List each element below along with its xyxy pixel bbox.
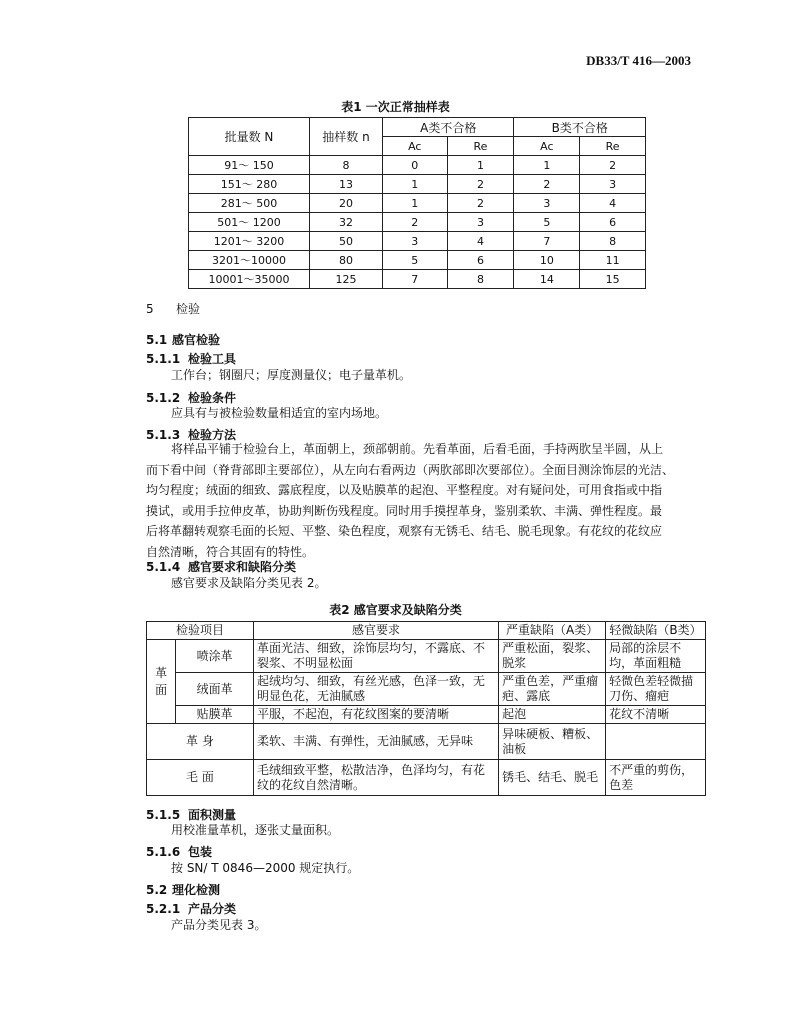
minor-defect-cell: 不严重的剪伤，色差 [606, 760, 706, 796]
b-re-cell: 4 [580, 194, 646, 213]
sensory-requirements-table [146, 621, 706, 796]
col-b-re: Re [580, 137, 646, 156]
paragraph-line: 摸试，或用手拉伸皮革，协助判断伤残程度。同时用手摸捏革身，鉴别柔软、丰满、弹性程度。最 [146, 503, 663, 518]
lot-size-cell: 10001～35000 [189, 270, 310, 289]
lot-size-cell: 1201～ 3200 [189, 232, 310, 251]
minor-defect-cell: 轻微色差轻微描刀伤、瘤疤 [606, 673, 706, 706]
col-sensory-requirement: 感官要求 [253, 622, 498, 640]
b-re-cell: 11 [580, 251, 646, 270]
section-5-2-1-text: 产品分类见表 3。 [171, 918, 267, 932]
paragraph-line: 自然清晰，符合其固有的特性。 [146, 544, 315, 559]
requirement-cell: 起绒均匀、细致，有丝光感，色泽一致，无明显色花，无油腻感 [253, 673, 498, 706]
a-ac-cell: 7 [383, 270, 448, 289]
sub-item: 贴膜革 [176, 706, 254, 724]
b-ac-cell: 7 [514, 232, 580, 251]
group-grain-surface: 革面 [147, 640, 176, 724]
section-5-1-4-text: 感官要求及缺陷分类见表 2。 [171, 576, 327, 590]
paragraph-line: 后将革翻转观察毛面的长短、平整、染色程度，观察有无锈毛、结毛、脱毛现象。有花纹的花纹应 [146, 524, 663, 538]
a-re-cell: 2 [447, 175, 514, 194]
section-5-1-1-text: 工作台；钢圈尺；厚度测量仪；电子量革机。 [171, 368, 412, 382]
requirement-cell: 毛绒细致平整，松散洁净，色泽均匀，有花纹的花纹自然清晰。 [253, 760, 498, 796]
col-minor-defect: 轻微缺陷（B类） [606, 622, 706, 640]
sample-size-cell: 80 [310, 251, 383, 270]
a-re-cell: 6 [447, 251, 514, 270]
sample-size-cell: 50 [310, 232, 383, 251]
col-inspection-item: 检验项目 [147, 622, 254, 640]
section-5-1-3-heading: 5.1.3 检验方法 [146, 428, 237, 442]
table1-caption: 表1 一次正常抽样表 [341, 100, 450, 114]
a-ac-cell: 0 [383, 156, 448, 175]
a-re-cell: 1 [447, 156, 514, 175]
sample-size-cell: 32 [310, 213, 383, 232]
sample-size-cell: 125 [310, 270, 383, 289]
a-re-cell: 4 [447, 232, 514, 251]
section-5-1-1-heading: 5.1.1 检验工具 [146, 352, 237, 366]
col-class-a: A类不合格 [383, 118, 514, 137]
lot-size-cell: 281～ 500 [189, 194, 310, 213]
lot-size-cell: 151～ 280 [189, 175, 310, 194]
b-ac-cell: 10 [514, 251, 580, 270]
section-5-2-1-heading: 5.2.1 产品分类 [146, 902, 237, 916]
b-ac-cell: 5 [514, 213, 580, 232]
section-5-1-6-text: 按 SN/ T 0846—2000 规定执行。 [171, 861, 360, 875]
lot-size-cell: 91～ 150 [189, 156, 310, 175]
section-5-1-heading: 5.1 感官检验 [146, 333, 221, 347]
col-b-ac: Ac [514, 137, 580, 156]
sample-size-cell: 8 [310, 156, 383, 175]
col-class-b: B类不合格 [514, 118, 646, 137]
a-ac-cell: 5 [383, 251, 448, 270]
minor-defect-cell: 花纹不清晰 [606, 706, 706, 724]
section-5-1-2-heading: 5.1.2 检验条件 [146, 391, 237, 405]
b-re-cell: 2 [580, 156, 646, 175]
a-re-cell: 3 [447, 213, 514, 232]
table-row [189, 251, 646, 270]
col-lot-size: 批量数 N [189, 118, 310, 156]
section-5-1-2-text: 应具有与被检验数量相适宜的室内场地。 [171, 406, 388, 420]
col-a-re: Re [447, 137, 514, 156]
item-flesh-side: 毛 面 [147, 760, 254, 796]
table-row [189, 156, 646, 175]
a-ac-cell: 1 [383, 194, 448, 213]
section-5-1-5-heading: 5.1.5 面积测量 [146, 808, 237, 822]
b-ac-cell: 2 [514, 175, 580, 194]
severe-defect-cell: 异味硬板、糟板、油板 [499, 724, 606, 760]
sub-item: 绒面革 [176, 673, 254, 706]
table2-caption: 表2 感官要求及缺陷分类 [329, 603, 462, 617]
paragraph-line: 均匀程度；绒面的细致、露底程度，以及贴膜革的起泡、平整程度。对有疑问处，可用食指或中指 [146, 483, 663, 497]
a-ac-cell: 2 [383, 213, 448, 232]
item-leather-body: 革 身 [147, 724, 254, 760]
lot-size-cell: 501～ 1200 [189, 213, 310, 232]
b-re-cell: 3 [580, 175, 646, 194]
section-5-1-5-text: 用校准量革机，逐张丈量面积。 [171, 823, 340, 837]
b-ac-cell: 14 [514, 270, 580, 289]
table-row [189, 213, 646, 232]
severe-defect-cell: 严重松面，裂浆、脱浆 [499, 640, 606, 673]
standard-code: DB33/T 416—2003 [586, 53, 691, 68]
severe-defect-cell: 严重色差，严重瘤疤、露底 [499, 673, 606, 706]
b-re-cell: 15 [580, 270, 646, 289]
col-severe-defect: 严重缺陷（A类） [499, 622, 606, 640]
a-re-cell: 2 [447, 194, 514, 213]
paragraph-line: 将样品平铺于检验台上，革面朝上，颈部朝前。先看革面，后看毛面，手持两肷呈半圆，从上 [171, 442, 664, 456]
b-re-cell: 6 [580, 213, 646, 232]
requirement-cell: 柔软、丰满、有弹性，无油腻感，无异味 [253, 724, 498, 760]
b-ac-cell: 3 [514, 194, 580, 213]
requirement-cell: 平服，不起泡，有花纹图案的要清晰 [253, 706, 498, 724]
sample-size-cell: 13 [310, 175, 383, 194]
sample-size-cell: 20 [310, 194, 383, 213]
table-row [189, 175, 646, 194]
section-5-1-3-body [146, 439, 706, 562]
table-row [189, 270, 646, 289]
section-5-1-6-heading: 5.1.6 包装 [146, 845, 213, 859]
section-5-1-4-heading: 5.1.4 感官要求和缺陷分类 [146, 560, 297, 574]
severe-defect-cell: 锈毛、结毛、脱毛 [499, 760, 606, 796]
lot-size-cell: 3201～10000 [189, 251, 310, 270]
b-re-cell: 8 [580, 232, 646, 251]
a-re-cell: 8 [447, 270, 514, 289]
requirement-cell: 革面光洁、细致，涂饰层均匀，不露底、不裂浆、不明显松面 [253, 640, 498, 673]
minor-defect-cell [606, 724, 706, 760]
severe-defect-cell: 起泡 [499, 706, 606, 724]
table-row [189, 232, 646, 251]
minor-defect-cell: 局部的涂层不均，革面粗糙 [606, 640, 706, 673]
a-ac-cell: 3 [383, 232, 448, 251]
b-ac-cell: 1 [514, 156, 580, 175]
sampling-table [188, 117, 646, 289]
a-ac-cell: 1 [383, 175, 448, 194]
section-5-heading: 5 检验 [146, 302, 201, 316]
paragraph-line: 而下看中间（脊背部即主要部位），从左向右看两边（两肷部即次要部位）。全面目测涂饰层的光洁、 [146, 462, 675, 477]
col-a-ac: Ac [383, 137, 448, 156]
sub-item: 喷涂革 [176, 640, 254, 673]
table-row [189, 194, 646, 213]
col-sample-size: 抽样数 n [310, 118, 383, 156]
section-5-2-heading: 5.2 理化检测 [146, 883, 221, 897]
